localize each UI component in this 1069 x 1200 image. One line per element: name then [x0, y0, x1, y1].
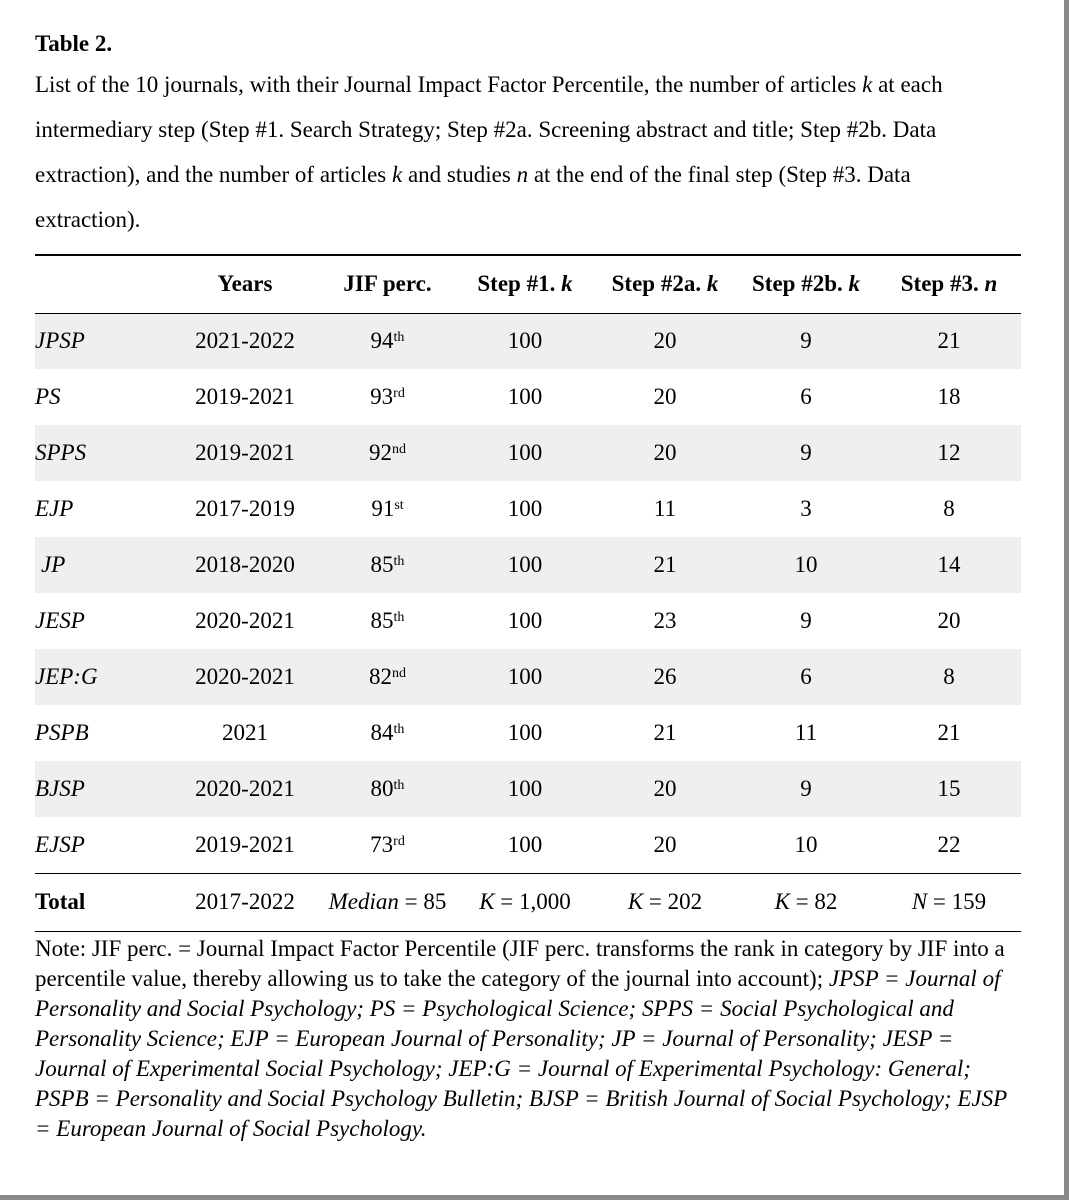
table-row: [35, 761, 1021, 817]
cell-jif: [320, 425, 455, 481]
header-journal: [35, 255, 170, 313]
cell-years: 2020-2021: [195, 776, 295, 801]
cell-step2b: 9: [800, 328, 812, 354]
total-step2b-value: = 82: [789, 889, 838, 914]
cell-step1: 100: [507, 776, 543, 801]
cell-step1: 100: [507, 440, 543, 465]
caption-text-4: at the end of the final step (Step #3. Data extraction).: [35, 162, 911, 232]
cell-jif-value: 85: [370, 608, 394, 633]
cell-step2b: 6: [800, 384, 812, 409]
cell-jif-suffix: nd: [392, 442, 406, 457]
cell-jif-value: 84: [370, 720, 394, 745]
table-total-row: [35, 873, 1021, 931]
cell-step3: 22: [937, 831, 961, 857]
header-step1: [455, 255, 595, 313]
cell-jif-suffix: th: [393, 554, 405, 569]
cell-step1: 100: [507, 552, 543, 577]
cell-step2a: 20: [653, 831, 677, 857]
cell-journal: BJSP: [35, 776, 85, 801]
header-step3-label: Step #3.: [900, 271, 979, 297]
table-row: [35, 369, 1021, 425]
caption-var-k2: k: [392, 162, 403, 187]
cell-jif-value: 91: [371, 496, 395, 521]
cell-step2b: 9: [800, 440, 812, 465]
note-text: Note: JIF perc. = Journal Impact Factor Percentile (JIF perc. transforms the rank in category by JIF into a percentile value, thereby allowing us to take the category of the journal into account);: [35, 935, 1005, 991]
cell-jif-value: 93: [370, 384, 394, 409]
table-row: [35, 817, 1021, 873]
table-row: [35, 649, 1021, 705]
cell-journal: PS: [35, 384, 61, 409]
cell-jif-suffix: nd: [392, 666, 406, 681]
total-step3-value: = 159: [927, 889, 987, 914]
cell-jif-suffix: th: [393, 330, 405, 346]
cell-step2b: 10: [794, 831, 818, 857]
header-step2b-label: Step #2b.: [752, 271, 843, 297]
cell-years: 2020-2021: [195, 608, 295, 633]
total-step2b: [735, 873, 877, 931]
cell-step2a: 20: [653, 440, 677, 465]
note-abbreviations: JPSP = Journal of Personality and Social Psychology; PS = Psychological Science; SPPS = Social Psychological and Personality Science; EJP = European Journal of Personality; JP = Journal of Personality; JESP = Journal of Experimental Social Psychology; JEP:G = Journal of Experimental Psychology: General; PSPB = Personality and Social Psychology Bulletin; BJSP = British Journal of Social Psychology; EJSP = European Journal of Social Psychology.: [35, 965, 1007, 1141]
cell-step3: 18: [937, 384, 961, 409]
cell-jif: [320, 817, 455, 873]
total-years: 2017-2022: [195, 889, 295, 914]
header-step1-var: k: [561, 271, 573, 297]
cell-jif: [320, 649, 455, 705]
cell-step1: 100: [507, 384, 543, 409]
total-median-value: = 85: [398, 889, 447, 914]
cell-jif-value: 73: [370, 831, 394, 857]
cell-jif-value: 92: [369, 440, 392, 465]
table-title: Table 2.: [35, 31, 113, 56]
table-row: [35, 537, 1021, 593]
cell-years: 2019-2021: [195, 384, 295, 409]
total-step3: [877, 873, 1021, 931]
caption-text-1: List of the 10 journals, with their Journal Impact Factor Percentile, the number of articles: [35, 72, 863, 97]
cell-jif-value: 80: [370, 776, 394, 801]
cell-jif: [320, 369, 455, 425]
header-step2a-label: Step #2a.: [611, 271, 702, 297]
cell-jif-suffix: th: [393, 610, 405, 625]
table-row: [35, 593, 1021, 649]
cell-journal: JESP: [35, 608, 85, 633]
cell-jif: [320, 705, 455, 761]
cell-journal: JPSP: [35, 328, 85, 354]
cell-step2a: 20: [653, 384, 677, 409]
cell-years: 2017-2019: [195, 496, 295, 521]
cell-step3: 12: [937, 440, 961, 465]
total-step2a: [595, 873, 735, 931]
cell-years: 2020-2021: [195, 664, 295, 689]
cell-step3: 21: [937, 328, 961, 354]
total-label: Total: [35, 889, 86, 914]
cell-step2a: 21: [653, 552, 677, 577]
cell-jif-suffix: rd: [393, 833, 405, 849]
cell-jif-suffix: st: [394, 498, 404, 513]
cell-step3: 14: [937, 552, 961, 577]
total-median-label: Median: [328, 889, 399, 914]
cell-step2a: 26: [653, 664, 677, 689]
cell-jif-suffix: rd: [393, 386, 405, 401]
header-step3-var: n: [984, 271, 998, 297]
cell-step1: 100: [507, 831, 543, 857]
cell-step3: 20: [937, 608, 961, 633]
cell-step2b: 10: [794, 552, 818, 577]
table-row: [35, 481, 1021, 537]
table-row: [35, 425, 1021, 481]
cell-years: 2021-2022: [195, 328, 295, 354]
cell-step3: 8: [943, 496, 955, 521]
cell-step1: 100: [507, 328, 543, 354]
cell-jif-value: 82: [369, 664, 392, 689]
cell-jif: [320, 481, 455, 537]
table-row: [35, 313, 1021, 369]
cell-step2b: 9: [800, 776, 812, 801]
total-step2b-var: K: [774, 889, 790, 914]
table-caption: [35, 62, 1021, 242]
cell-step2b: 11: [794, 720, 818, 745]
cell-jif: [320, 761, 455, 817]
table-header-row: [35, 255, 1021, 313]
table-row: [35, 705, 1021, 761]
total-step2a-var: K: [627, 889, 644, 914]
cell-journal: JEP:G: [35, 664, 98, 689]
total-step3-var: N: [911, 889, 928, 914]
cell-jif-value: 94: [370, 328, 394, 354]
header-step2a: [595, 255, 735, 313]
cell-journal: SPPS: [35, 440, 87, 465]
cell-step1: 100: [507, 608, 543, 633]
caption-text-3: and studies: [402, 162, 517, 187]
cell-step3: 21: [937, 720, 961, 745]
cell-jif-value: 85: [370, 552, 394, 577]
cell-journal: EJSP: [35, 831, 85, 857]
document-content: [35, 24, 1021, 1144]
total-step1: [455, 873, 595, 931]
total-median: [320, 873, 455, 931]
cell-journal: PSPB: [35, 720, 89, 745]
cell-step2b: 6: [800, 664, 812, 689]
cell-step3: 15: [937, 776, 961, 801]
header-step1-label: Step #1.: [477, 271, 556, 297]
cell-jif-suffix: th: [393, 778, 405, 793]
journals-table: [35, 254, 1021, 932]
cell-jif: [320, 537, 455, 593]
cell-step2b: 9: [800, 608, 812, 633]
total-step1-value: = 1,000: [494, 889, 571, 914]
header-step2a-var: k: [706, 271, 719, 297]
cell-journal: JP: [41, 552, 66, 577]
cell-step2a: 11: [653, 496, 677, 521]
cell-years: 2019-2021: [195, 440, 295, 465]
cell-step2a: 20: [653, 776, 677, 801]
cell-step1: 100: [507, 496, 543, 521]
caption-text-2: at each intermediary step (Step #1. Search Strategy; Step #2a. Screening abstract and title; Step #2b. Data extraction), and the number of articles: [35, 72, 943, 187]
cell-years: 2019-2021: [195, 831, 295, 857]
cell-jif: [320, 593, 455, 649]
header-jif: JIF perc.: [343, 271, 432, 297]
total-step2a-value: = 202: [643, 889, 703, 914]
caption-var-k1: k: [862, 72, 873, 97]
cell-years: 2021: [222, 720, 268, 745]
cell-step1: 100: [507, 720, 543, 745]
cell-step2a: 20: [653, 328, 677, 354]
cell-jif-suffix: th: [393, 722, 405, 737]
cell-step3: 8: [943, 664, 955, 689]
header-years: Years: [217, 271, 273, 297]
caption-var-n: n: [516, 162, 529, 187]
cell-step2a: 21: [653, 720, 677, 745]
cell-years: 2018-2020: [195, 552, 295, 577]
header-step2b-var: k: [848, 271, 860, 297]
cell-jif: [320, 313, 455, 369]
header-step3: [877, 255, 1021, 313]
cell-step2b: 3: [800, 496, 812, 521]
table-note: [35, 934, 1021, 1144]
cell-step2a: 23: [653, 608, 677, 633]
header-step2b: [735, 255, 877, 313]
cell-step1: 100: [507, 664, 543, 689]
total-step1-var: K: [479, 889, 495, 914]
cell-journal: EJP: [35, 496, 74, 521]
